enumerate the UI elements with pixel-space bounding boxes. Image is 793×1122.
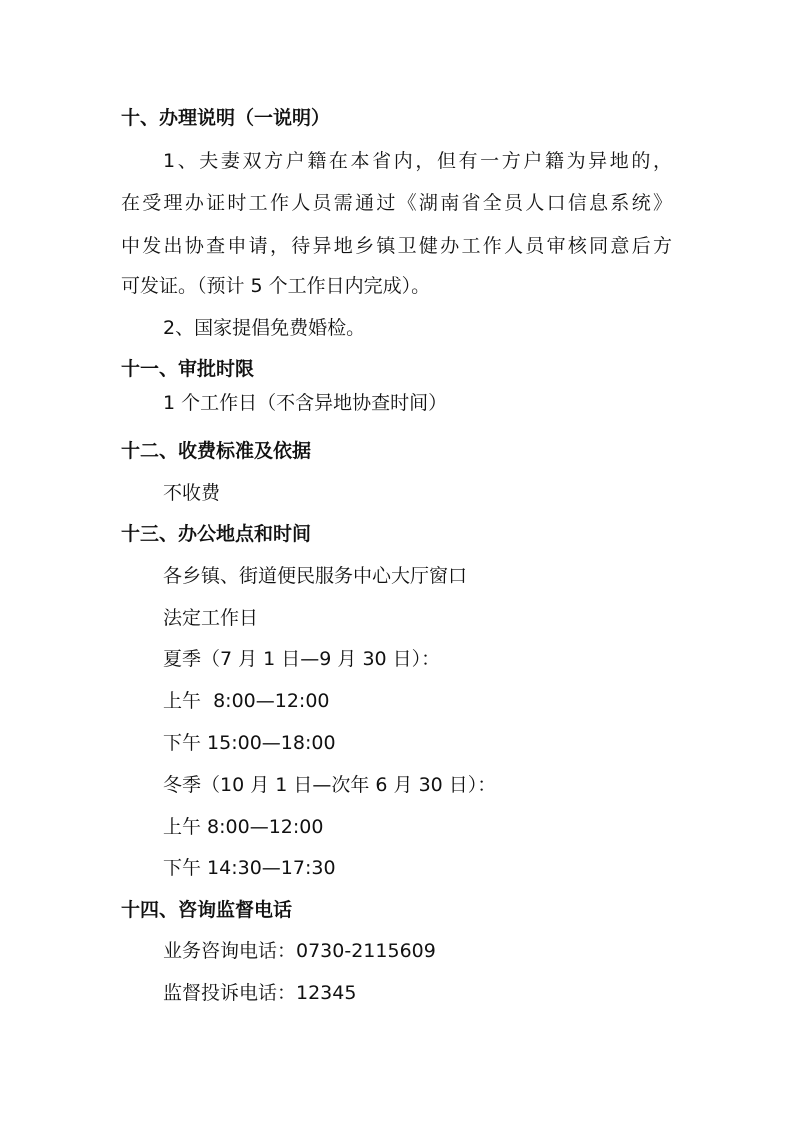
section-14-complaint-phone: 监督投诉电话：12345 <box>163 982 357 1004</box>
section-13-heading: 十三、办公地点和时间 <box>121 523 312 545</box>
section-11-heading: 十一、审批时限 <box>121 358 255 380</box>
section-10-para1-line1: 1、夫妻双方户籍在本省内，但有一方户籍为异地的， <box>163 150 672 172</box>
section-10-para1-line3: 中发出协查申请，待异地乡镇卫健办工作人员审核同意后方 <box>121 235 672 257</box>
section-13-winter-label: 冬季（10 月 1 日—次年 6 月 30 日）： <box>163 774 497 796</box>
section-13-summer-am: 上午 8:00—12:00 <box>163 690 330 712</box>
section-13-workday: 法定工作日 <box>163 607 259 629</box>
section-13-summer-pm: 下午 15:00—18:00 <box>163 732 336 754</box>
section-10-para1-line2: 在受理办证时工作人员需通过《湖南省全员人口信息系统》 <box>121 192 672 214</box>
section-13-winter-am: 上午 8:00—12:00 <box>163 816 324 838</box>
section-10-para1-line4: 可发证。（预计 5 个工作日内完成）。 <box>121 275 431 297</box>
section-14-consult-phone: 业务咨询电话：0730-2115609 <box>163 940 436 962</box>
section-11-text: 1 个工作日（不含异地协查时间） <box>163 392 448 414</box>
section-13-location: 各乡镇、街道便民服务中心大厅窗口 <box>163 565 468 587</box>
section-13-summer-label: 夏季（7 月 1 日—9 月 30 日）： <box>163 648 441 670</box>
section-13-winter-pm: 下午 14:30—17:30 <box>163 857 336 879</box>
section-10-para2: 2、国家提倡免费婚检。 <box>163 317 366 339</box>
section-12-heading: 十二、收费标准及依据 <box>121 440 312 462</box>
section-12-text: 不收费 <box>163 482 221 504</box>
section-14-heading: 十四、咨询监督电话 <box>121 899 293 921</box>
section-10-heading: 十、办理说明（一说明） <box>121 107 331 129</box>
